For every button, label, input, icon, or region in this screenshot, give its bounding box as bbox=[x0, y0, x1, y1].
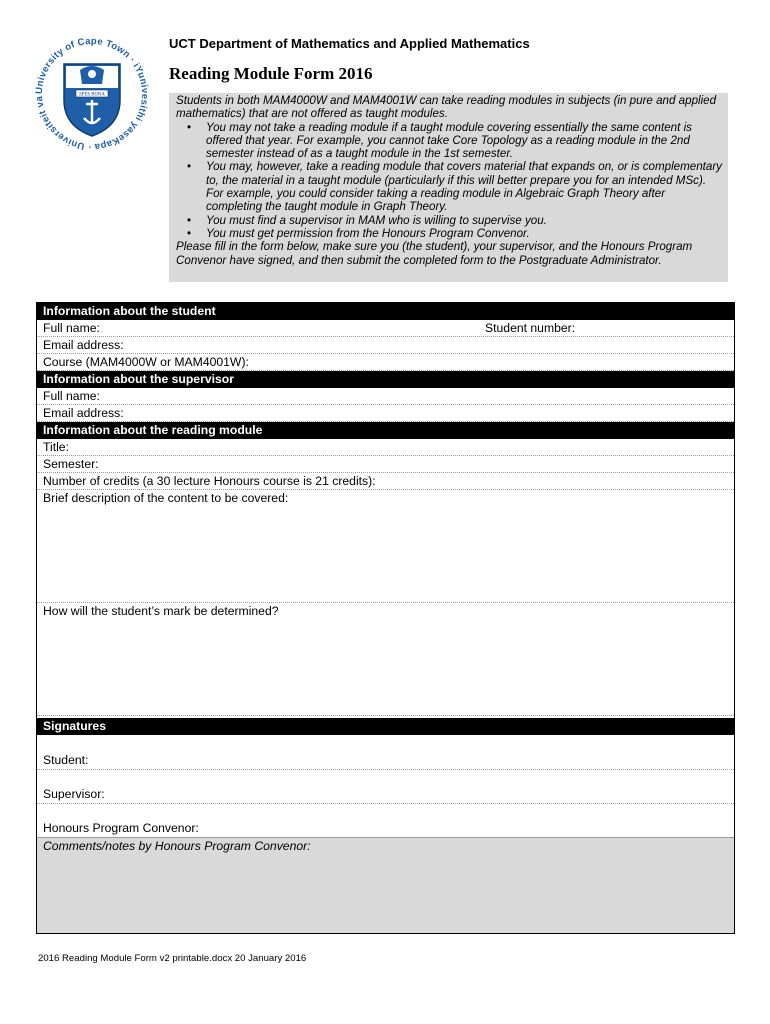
rule-item: • You must get permission from the Honours Program Convenor. bbox=[206, 227, 722, 240]
section-header-signatures bbox=[37, 718, 734, 735]
field-label: Email address: bbox=[43, 406, 124, 420]
field-label: Student: bbox=[43, 753, 89, 767]
field-label: Full name: bbox=[43, 389, 100, 403]
intro-paragraph: Students in both MAM4000W and MAM4001W can take reading modules in subjects (in pure and applied mathematics) that are not offered as taught modules. bbox=[176, 94, 717, 121]
field-label: Student number: bbox=[485, 321, 576, 335]
course-field[interactable] bbox=[37, 354, 734, 371]
student-email-field[interactable] bbox=[37, 337, 734, 354]
department-name: UCT Department of Mathematics and Applied Mathematics bbox=[169, 36, 530, 51]
field-label: Email address: bbox=[43, 338, 124, 352]
svg-text:University of Cape Town · iYun: University of Cape Town · iYunivesithi yaseKapa · Universiteit va bbox=[33, 35, 151, 153]
section-header-student bbox=[37, 303, 734, 320]
rule-item: • You may, however, take a reading module that covers material that expands on, or is complementary to, the material in a taught module (particularly if this will better prepare you for an intended MSc). For example, you could consider taking a reading module in Algebraic Graph Theory after completing the taught module in Graph Theory. bbox=[206, 160, 722, 213]
credits-field[interactable] bbox=[37, 473, 734, 490]
field-label: Full name: bbox=[43, 321, 100, 335]
field-label: Semester: bbox=[43, 457, 99, 471]
university-seal-icon bbox=[28, 30, 156, 158]
field-label: Brief description of the content to be covered: bbox=[43, 491, 289, 505]
convenor-signature-field[interactable] bbox=[37, 804, 734, 837]
section-title: Information about the reading module bbox=[43, 423, 263, 437]
field-label: Honours Program Convenor: bbox=[43, 821, 199, 835]
reading-module-form bbox=[36, 302, 735, 934]
rule-item: • You must find a supervisor in MAM who is willing to supervise you. bbox=[206, 214, 722, 227]
student-signature-field[interactable] bbox=[37, 735, 734, 770]
field-label: How will the student’s mark be determined? bbox=[43, 604, 279, 618]
rules-list bbox=[176, 121, 722, 241]
mark-determination-field[interactable] bbox=[37, 603, 734, 716]
supervisor-signature-field[interactable] bbox=[37, 770, 734, 804]
section-title: Information about the student bbox=[43, 304, 216, 318]
svg-text:SPES BONA: SPES BONA bbox=[79, 92, 105, 98]
supervisor-email-field[interactable] bbox=[37, 405, 734, 422]
supervisor-name-field[interactable] bbox=[37, 388, 734, 405]
field-label: Number of credits (a 30 lecture Honours course is 21 credits): bbox=[43, 474, 376, 488]
field-label: Comments/notes by Honours Program Convenor: bbox=[43, 839, 311, 853]
field-label: Title: bbox=[43, 440, 69, 454]
form-title: Reading Module Form 2016 bbox=[169, 64, 373, 83]
field-label: Supervisor: bbox=[43, 787, 105, 801]
section-title: Signatures bbox=[43, 719, 106, 733]
description-field[interactable] bbox=[37, 490, 734, 603]
student-name-row[interactable] bbox=[37, 320, 734, 337]
section-header-supervisor bbox=[37, 371, 734, 388]
convenor-comments-field[interactable] bbox=[37, 837, 734, 933]
document-footer: 2016 Reading Module Form v2 printable.docx 20 January 2016 bbox=[38, 953, 307, 964]
section-header-module bbox=[37, 422, 734, 439]
instructions-box bbox=[169, 93, 728, 282]
submission-instructions: Please fill in the form below, make sure you (the student), your supervisor, and the Honours Program Convenor have signed, and then submit the completed form to the Postgraduate Administrator. bbox=[176, 240, 693, 267]
module-title-field[interactable] bbox=[37, 439, 734, 456]
rule-item: • You may not take a reading module if a taught module covering essentially the same content is offered that year. For example, you cannot take Core Topology as a reading module in the 2nd semester instead of as a taught module in the 1st semester. bbox=[206, 121, 722, 161]
field-label: Course (MAM4000W or MAM4001W): bbox=[43, 355, 249, 369]
semester-field[interactable] bbox=[37, 456, 734, 473]
section-title: Information about the supervisor bbox=[43, 372, 234, 386]
